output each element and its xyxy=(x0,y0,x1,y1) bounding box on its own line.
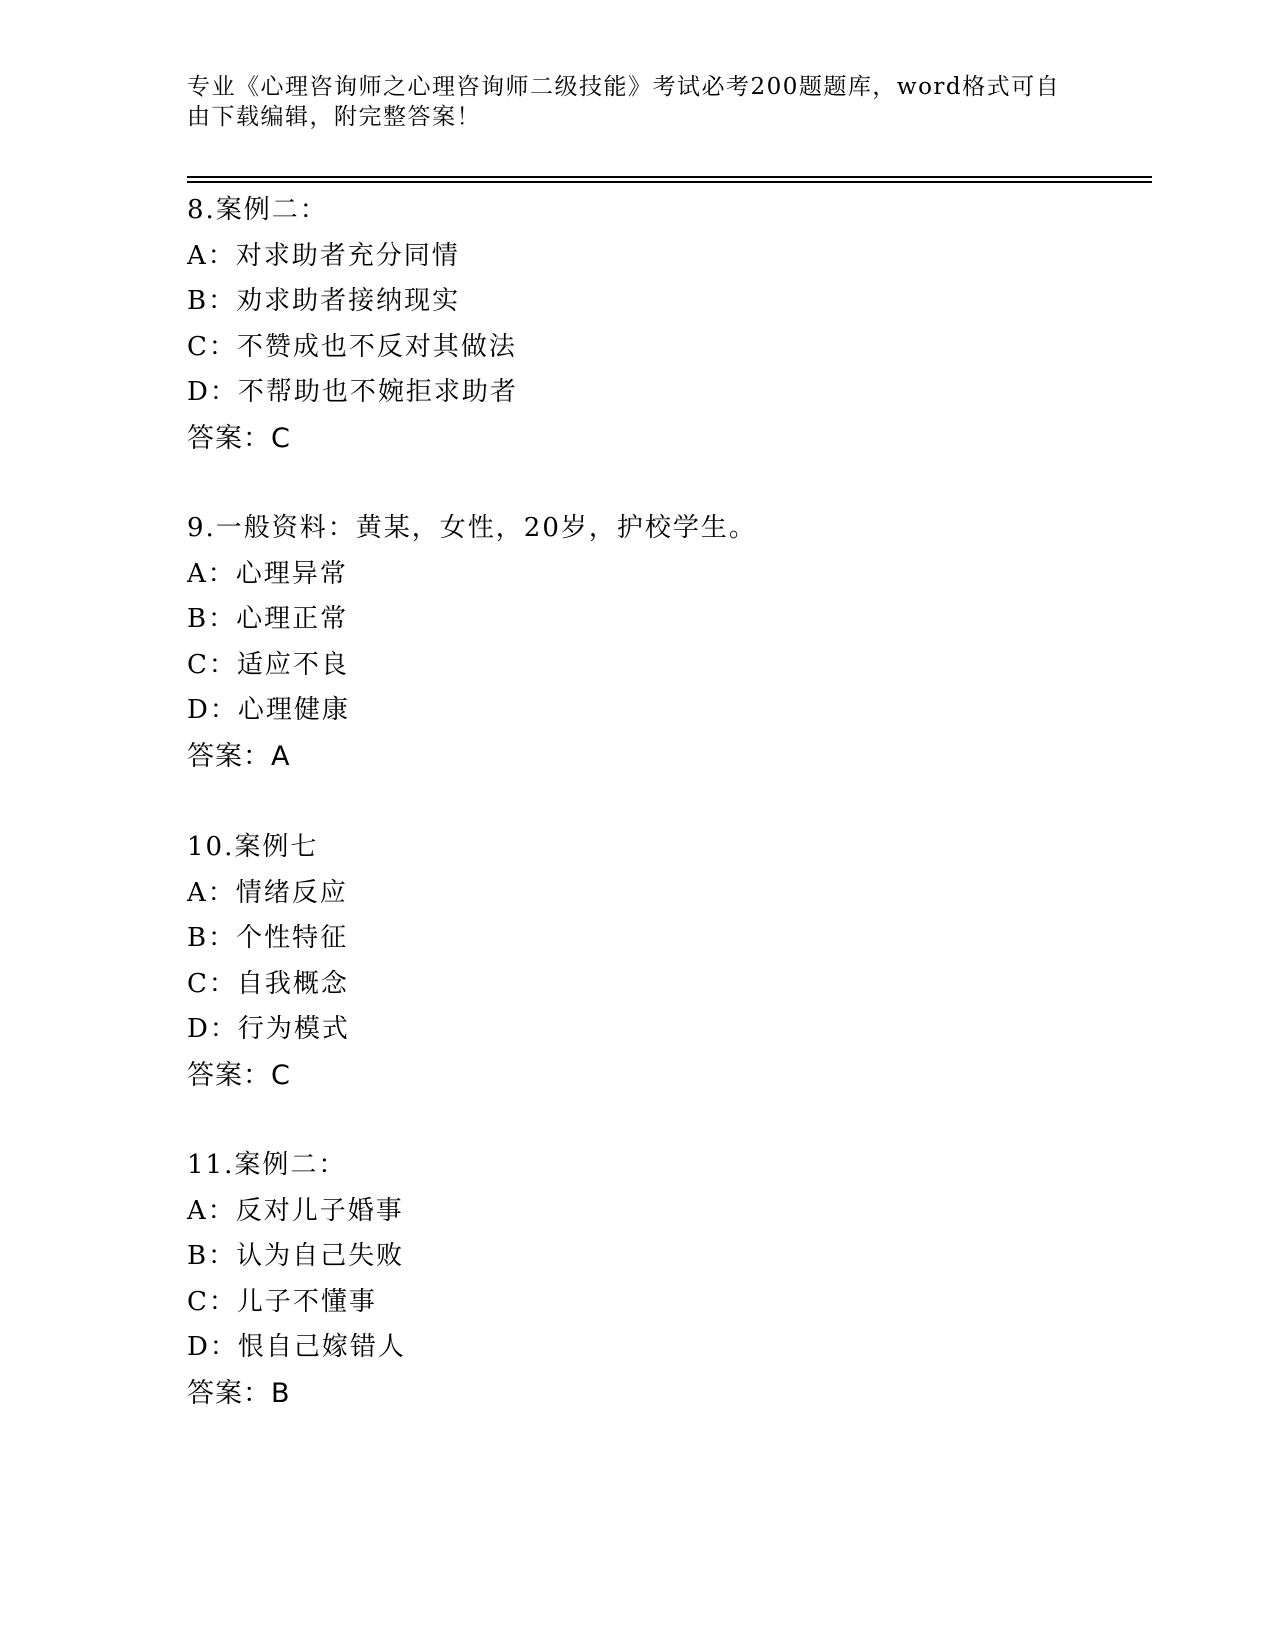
question-10 xyxy=(187,825,350,1098)
option-b: B：认为自己失败 xyxy=(187,1241,405,1271)
question-8 xyxy=(187,188,518,461)
question-9 xyxy=(187,506,757,779)
option-a: A：心理异常 xyxy=(187,558,348,589)
option-a: A：情绪反应 xyxy=(187,877,348,908)
answer: 答案：A xyxy=(187,740,291,772)
option-a: A：对求助者充分同情 xyxy=(187,240,460,271)
option-d: D：恨自己嫁错人 xyxy=(187,1332,406,1362)
option-c: C：适应不良 xyxy=(187,649,349,680)
option-a: A：反对儿子婚事 xyxy=(187,1195,404,1226)
answer: 答案：C xyxy=(187,422,291,454)
question-11 xyxy=(187,1143,406,1416)
header-rule-top xyxy=(187,176,1152,178)
option-b: B：心理正常 xyxy=(187,604,349,634)
option-d: D：不帮助也不婉拒求助者 xyxy=(187,377,518,407)
question-title: 8.案例二： xyxy=(187,195,328,225)
header-rule-bottom xyxy=(187,181,1152,183)
document-header: 专业《心理咨询师之心理咨询师二级技能》考试必考200题题库，word格式可自由下载编辑，附完整答案！ xyxy=(187,74,1061,130)
question-title: 10.案例七 xyxy=(187,832,319,862)
option-c: C：儿子不懂事 xyxy=(187,1286,377,1317)
option-c: C：不赞成也不反对其做法 xyxy=(187,331,517,362)
option-d: D：心理健康 xyxy=(187,695,350,725)
answer: 答案：B xyxy=(187,1377,291,1409)
question-title: 9.一般资料：黄某，女性，20岁，护校学生。 xyxy=(187,513,757,543)
option-c: C：自我概念 xyxy=(187,968,349,999)
option-b: B：个性特征 xyxy=(187,923,349,953)
option-b: B：劝求助者接纳现实 xyxy=(187,286,461,316)
answer: 答案：C xyxy=(187,1059,291,1091)
question-title: 11.案例二： xyxy=(187,1150,347,1180)
option-d: D：行为模式 xyxy=(187,1014,350,1044)
